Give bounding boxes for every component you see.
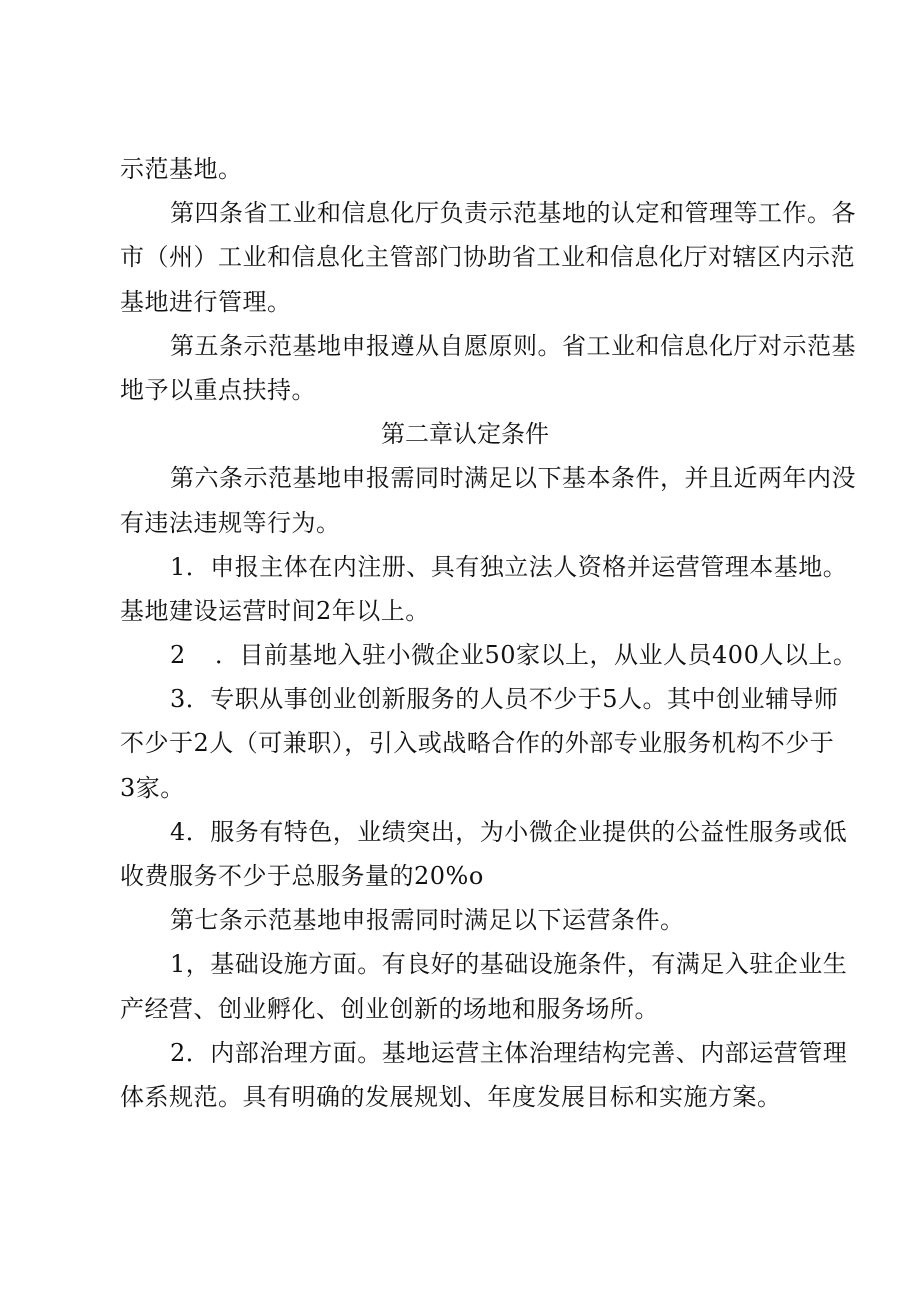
text-line: 收费服务不少于总服务量的20%o [120, 862, 484, 890]
text-line: 3家。 [120, 773, 185, 802]
document-body [120, 147, 858, 1119]
article-4-line: 第四条省工业和信息化厅负责示范基地的认定和管理等工作。各 [170, 199, 856, 228]
list-item-2 [120, 633, 858, 677]
text-line: 产经营、创业孵化、创业创新的场地和服务场所。 [120, 994, 659, 1023]
text-line: 有违法违规等行为。 [120, 508, 341, 537]
text-line: 基地进行管理。 [120, 287, 292, 316]
text-line: 基地建设运营时间2年以上。 [120, 596, 430, 625]
list-number: 2 [170, 641, 186, 670]
chapter-heading: 第二章认定条件 [381, 420, 549, 449]
text-line: 地予以重点扶持。 [120, 375, 316, 404]
article-5-line: 第五条示范基地申报遵从自愿原则。省工业和信息化厅对示范基 [170, 331, 856, 360]
article-7-line: 第七条示范基地申报需同时满足以下运营条件。 [170, 906, 685, 935]
list-item-4: 4．服务有特色，业绩突出，为小微企业提供的公益性服务或低 [170, 817, 848, 846]
list-item-2: 2．内部治理方面。基地运营主体治理结构完善、内部运营管理 [170, 1038, 848, 1067]
text-line: 不少于2人（可兼职），引入或战略合作的外部专业服务机构不少于 [120, 729, 835, 758]
article-6-line: 第六条示范基地申报需同时满足以下基本条件，并且近两年内没 [170, 464, 856, 493]
list-item-1: 1．申报主体在内注册、具有独立法人资格并运营管理本基地。 [170, 552, 848, 581]
text-line: 示范基地。 [120, 155, 243, 183]
list-item-text: ．目前基地入驻小微企业50家以上，从业人员400人以上。 [215, 641, 858, 670]
list-item-1: 1，基础设施方面。有良好的基础设施条件，有满足入驻企业生 [170, 950, 848, 979]
text-line: 市（州）工业和信息化主管部门协助省工业和信息化厅对辖区内示范 [120, 243, 855, 272]
text-line: 体系规范。具有明确的发展规划、年度发展目标和实施方案。 [120, 1082, 782, 1111]
list-item-3: 3．专职从事创业创新服务的人员不少于5人。其中创业辅导师 [170, 685, 839, 714]
